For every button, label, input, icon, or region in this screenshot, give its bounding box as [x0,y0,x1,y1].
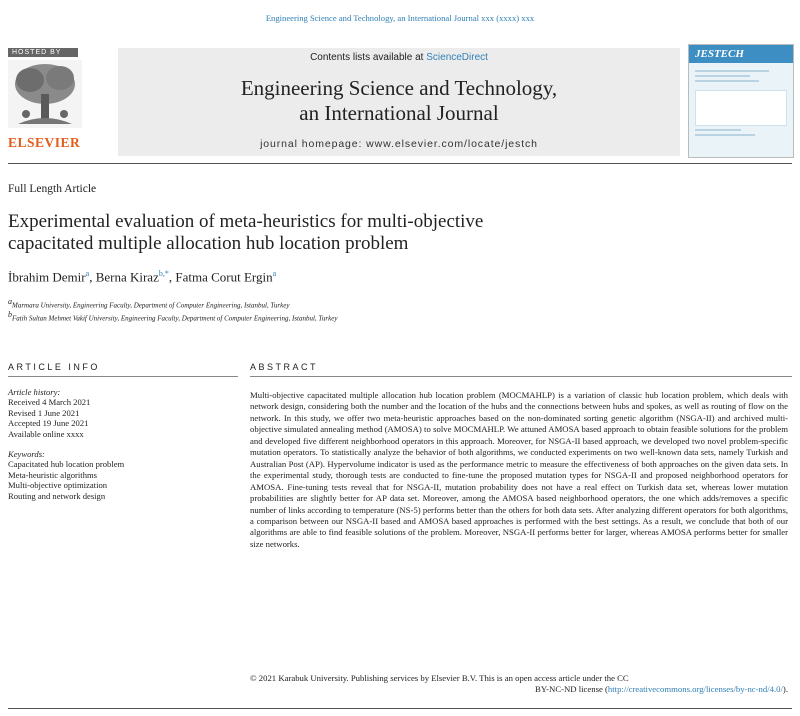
copyright-suffix: ). [782,684,788,695]
journal-title-line1: Engineering Science and Technology, [240,76,558,100]
history-item: Available online xxxx [8,428,84,439]
elsevier-tree-icon [8,60,82,128]
copyright-prefix: BY-NC-ND license ( [535,684,608,695]
author-affil-marker[interactable]: b,* [158,269,169,278]
journal-title-line2: an International Journal [299,101,499,125]
affiliation-text: Fatih Sultan Mehmet Vakif University, Engineering Faculty, Department of Computer Engineering, Istanbul, Turkey [12,314,338,323]
article-info [8,383,238,501]
keyword-item: Capacitated hub location problem [8,459,125,470]
elsevier-wordmark: ELSEVIER [8,135,81,150]
journal-cover-thumbnail[interactable] [688,44,794,158]
masthead-divider [8,163,792,164]
affiliation-marker: a [8,297,12,306]
affiliation-text: Marmara University, Engineering Faculty, Department of Computer Engineering, Istanbul, Turkey [12,301,290,310]
author-name[interactable]: İbrahim Demir [8,269,86,285]
contents-prefix: Contents lists available at [310,52,427,63]
keyword-item: Multi-objective optimization [8,480,108,491]
author-affil-marker[interactable]: a [272,269,277,278]
affiliation [8,310,337,322]
journal-reference[interactable]: Engineering Science and Technology, an International Journal xxx (xxxx) xxx [265,13,535,23]
masthead [8,44,792,160]
article-title [8,211,708,255]
publisher-logo-block [8,48,82,156]
article-title-line2: capacitated multiple allocation hub location problem [8,233,409,254]
author-affil-marker[interactable]: a [85,269,90,278]
sciencedirect-link[interactable]: ScienceDirect [426,52,488,63]
abstract-text: Multi-objective capacitated multiple allocation hub location problem (MOCMAHLP) is a variation of classic hub location problem, which deals with network design, considering both the number and the location of the hubs and the connections between hubs and spokes, as well as routing of flow on the network. In this study, we offer two meta-heuristic approaches based on the non-dominated sorting genetic algorithm (NSGA-II) and archived multi-objective simulated annealing method (AMOSA) to solve MOCMAHLP. We attuned AMOSA based approach to obtain feasible solutions for the problem and developed five different neighborhood operators in this approach. Moreover, for NSGA-II based approach, we developed two novel problem-specific mutation operators. To statistically analyze the behavior of both algorithms, we conducted experiments on two well-known data sets, namely Turkish and Australian Post (AP). Hypervolume indicator is used as the performance metric to measure the effectiveness of both approaches on the given data sets. In the experimental study, thorough tests are conducted to fine-tune the proposed mutation types for NSGA-II and proposed neighborhood operators for AMOSA. Fine-tuning tests reveal that for NSGA-II, mutation probability does not have a real effect on Turkish data set, whereas lower mutation probabilities are slightly better for AP data set. Moreover, among the AMOSA based neighborhood operators, the one which adds/removes a specific number of links according to temperature (NS-5) performs better than the others for both data sets. After analyzing different operators for both algorithms, a comparison between our NSGA-II based and AMOSA based approaches is performed with the best settings. As a result, we conclude that both of our algorithms are able to find feasible solutions of the problem. Moreover, NSGA-II performs better for larger, whereas AMOSA performs better for smaller size networks. [250,390,788,549]
article-info-heading: ARTICLE INFO [8,362,100,372]
cover-graphic [689,63,793,143]
history-item: Accepted 19 June 2021 [8,418,89,429]
journal-title [118,76,680,126]
affiliation-marker: b [8,310,12,319]
author-list: İbrahim Demir$^a$, Berna Kiraz$^{b,*}$, Fatma Corut Ergin$^a$ [8,269,277,285]
journal-homepage[interactable]: journal homepage: www.elsevier.com/locate/jestch [260,138,538,150]
history-item: Revised 1 June 2021 [8,407,80,418]
keyword-item: Meta-heuristic algorithms [8,469,98,480]
author-name[interactable]: Berna Kiraz [95,269,159,285]
keywords-label: Keywords: [8,449,45,460]
cover-title: JESTECH [689,45,793,63]
article-type: Full Length Article [8,183,97,195]
copyright-line2 [250,684,788,695]
affiliation [8,297,289,309]
history-label: Article history: [8,387,61,397]
contents-line [118,52,680,63]
journal-banner [118,48,680,156]
keyword-item: Routing and network design [8,490,106,501]
copyright-line1: © 2021 Karabuk University. Publishing services by Elsevier B.V. This is an open access article under the CC [250,673,629,683]
history-item: Received 4 March 2021 [8,397,91,408]
author-name[interactable]: Fatma Corut Ergin [175,269,273,285]
hosted-by-label: HOSTED BY [8,48,78,57]
article-title-line1: Experimental evaluation of meta-heuristics for multi-objective [8,211,484,232]
copyright-notice [250,673,788,695]
footer-divider [8,708,792,709]
abstract-heading: ABSTRACT [250,362,319,372]
license-link[interactable]: http://creativecommons.org/licenses/by-nc-nd/4.0/ [607,684,783,695]
article-info-rule [8,376,238,377]
abstract-rule [250,376,792,377]
